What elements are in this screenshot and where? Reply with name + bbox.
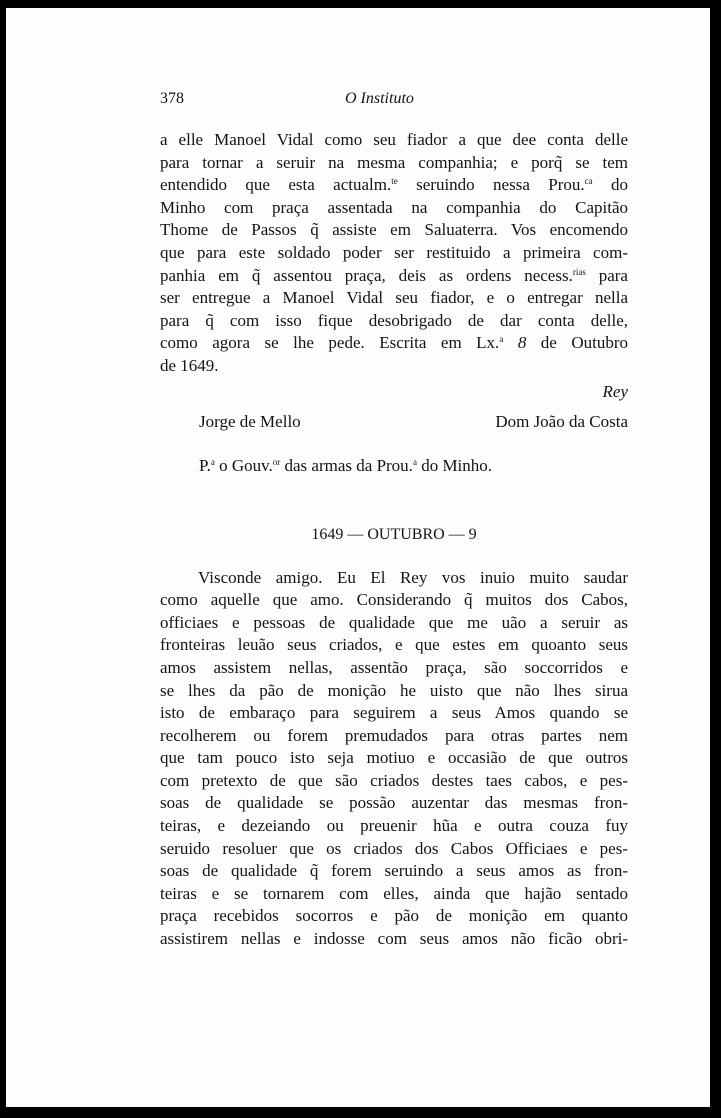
text-line: que para este soldado poder ser restituido a primeira com- bbox=[160, 242, 628, 262]
text-line: teiras e se tornarem com elles, ainda que hajão sentado bbox=[160, 883, 628, 903]
text-line: de 1649. bbox=[160, 355, 219, 375]
text-line: com pretexto de que são criados destes taes cabos, e pes- bbox=[160, 770, 628, 790]
text-line: como aquelle que amo. Considerando q̃ muitos dos Cabos, bbox=[160, 590, 628, 610]
signature-left: Jorge de Mello bbox=[199, 411, 301, 431]
signature-king: Rey bbox=[602, 381, 628, 401]
text-line: recolherem ou forem premudados para otras partes nem bbox=[160, 725, 628, 745]
text-line: Visconde amigo. Eu El Rey vos inuio muito saudar bbox=[198, 567, 628, 587]
text-line: soas de qualidade se possão auzentar das mesmas fron- bbox=[160, 793, 628, 813]
text-line: praça recebidos socorros e pão de monição em quanto bbox=[160, 906, 628, 926]
date-heading: 1649 — OUTUBRO — 9 bbox=[311, 525, 477, 543]
text-line: assistirem nellas e indosse com seus amos não ficão obri- bbox=[160, 929, 628, 949]
text-line: que tam pouco isto seja motiuo e occasião de que outros bbox=[160, 748, 628, 768]
running-title: O Instituto bbox=[345, 90, 414, 107]
signature-right: Dom João da Costa bbox=[495, 411, 628, 431]
text-line: seruido resoluer que os criados dos Cabos Officiaes e pes- bbox=[160, 838, 628, 858]
text-line: isto de embaraço para seguirem a seus Amos quando se bbox=[160, 703, 628, 723]
text-line: Minho com praça assentada na companhia do Capitão bbox=[160, 197, 628, 217]
text-line: panhia em q̃ assentou praça, deis as ordens necess.$^{rias}$ para bbox=[160, 265, 628, 285]
running-head bbox=[160, 88, 628, 114]
text-line: para tornar a seruir na mesma companhia; e porq̃ se tem bbox=[160, 152, 628, 172]
text-line: entendido que esta actualm.$^{te}$ seruindo nessa Prou.$^{ca}$ do bbox=[160, 175, 629, 195]
text-line: para q̃ com isso fique desobrigado de dar conta delle, bbox=[160, 310, 628, 330]
text-line: soas de qualidade q̃ forem seruindo a seus amos as fron- bbox=[160, 861, 628, 881]
text-line: fronteiras leuão seus criados, e que estes em quoanto seus bbox=[160, 635, 628, 655]
letter-1649-10-09 bbox=[160, 567, 628, 951]
text-line: se lhes da pão de monição he uisto que não lhes sirua bbox=[160, 680, 628, 700]
text-line: a elle Manoel Vidal como seu fiador a que dee conta delle bbox=[160, 130, 628, 149]
letter-1649-continuation bbox=[160, 129, 628, 478]
book-page bbox=[160, 88, 628, 951]
text-line: como agora se lhe pede. Escrita em Lx.$^a$ 8 de Outubro bbox=[160, 333, 628, 353]
text-line: officiaes e pessoas de qualidade que me uão a seruir as bbox=[160, 612, 628, 632]
page-number: 378 bbox=[160, 90, 184, 107]
text-line: ser entregue a Manoel Vidal seu fiador, e o entregar nella bbox=[160, 288, 628, 308]
signatures bbox=[160, 410, 628, 454]
text-line: teiras, e dezeiando ou preuenir hũa e outra couza fuy bbox=[160, 816, 628, 836]
text-line: amos assistem nellas, assentão praça, são soccorridos e bbox=[160, 657, 628, 677]
address-line: P.$^a$ o Gouv.$^{or}$ das armas da Prou.$^a$ do Minho. bbox=[199, 455, 493, 475]
text-line: Thome de Passos q̃ assiste em Saluaterra. Vos encomendo bbox=[160, 220, 628, 240]
